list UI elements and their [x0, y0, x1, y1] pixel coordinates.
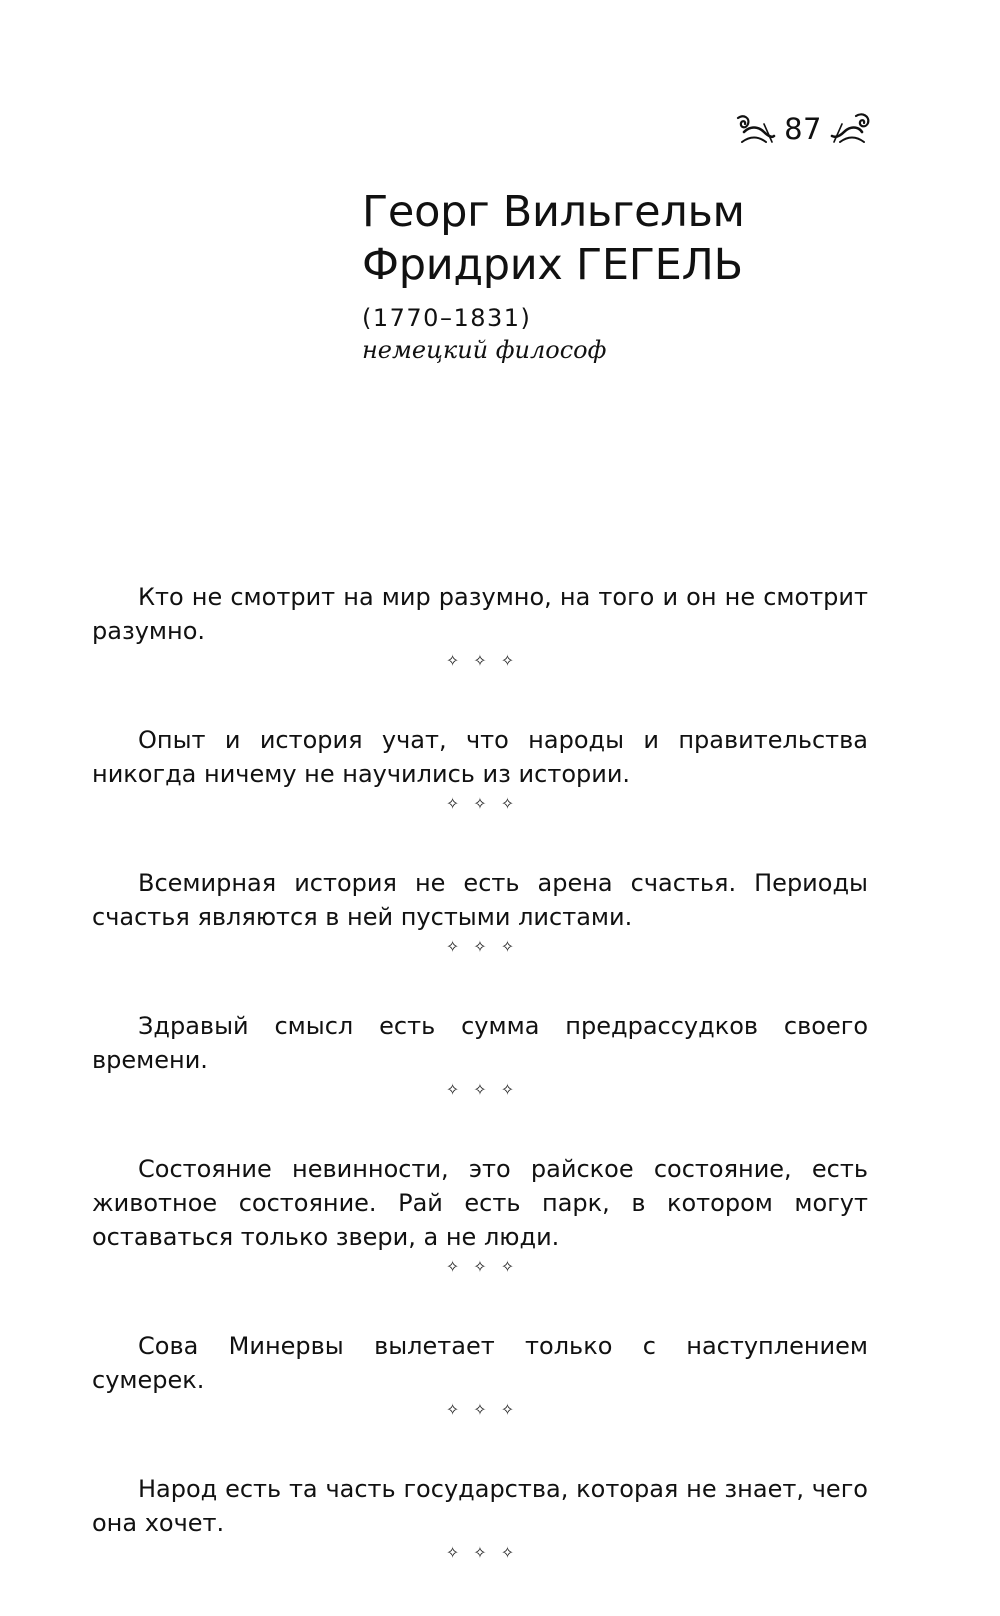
page-number [734, 112, 872, 146]
quote-paragraph: Всемирная история не есть арена счастья. Периоды счастья являются в ней пустыми листами. [92, 869, 868, 931]
separator-stars-icon: ✧ ✧ ✧ [445, 1543, 515, 1562]
quote-paragraph: Сова Минервы вылетает только с наступлением сумерек. [92, 1332, 868, 1394]
separator-stars-icon: ✧ ✧ ✧ [445, 1080, 515, 1099]
right-flourish-icon [830, 112, 872, 146]
separator-stars-icon: ✧ ✧ ✧ [445, 937, 515, 956]
left-flourish-icon [734, 112, 776, 146]
separator-stars-icon: ✧ ✧ ✧ [445, 1257, 515, 1276]
quote-paragraph: Опыт и история учат, что народы и правительства никогда ничему не научились из истории. [92, 726, 868, 788]
quotes-list [92, 580, 868, 1565]
life-dates: (1770–1831) [362, 304, 532, 332]
quote-paragraph: Здравый смысл есть сумма предрассудков своего времени. [92, 1012, 868, 1074]
author-name-line2: Фридрих ГЕГЕЛЬ [362, 240, 743, 290]
chapter-header [362, 186, 922, 366]
author-role: немецкий философ [362, 336, 607, 364]
quote-paragraph: Народ есть та часть государства, которая не знает, чего она хочет. [92, 1475, 868, 1537]
quote-paragraph: Состояние невинности, это райское состояние, есть животное состояние. Рай есть парк, в котором могут оставаться только звери, а не люди. [92, 1155, 868, 1251]
author-name-line1: Георг Вильгельм [362, 187, 745, 237]
separator-stars-icon: ✧ ✧ ✧ [445, 1400, 515, 1419]
quote-paragraph: Кто не смотрит на мир разумно, на того и он не смотрит разумно. [92, 583, 868, 645]
page-number-value: 87 [784, 111, 822, 146]
separator-stars-icon: ✧ ✧ ✧ [445, 794, 515, 813]
separator-stars-icon: ✧ ✧ ✧ [445, 651, 515, 670]
